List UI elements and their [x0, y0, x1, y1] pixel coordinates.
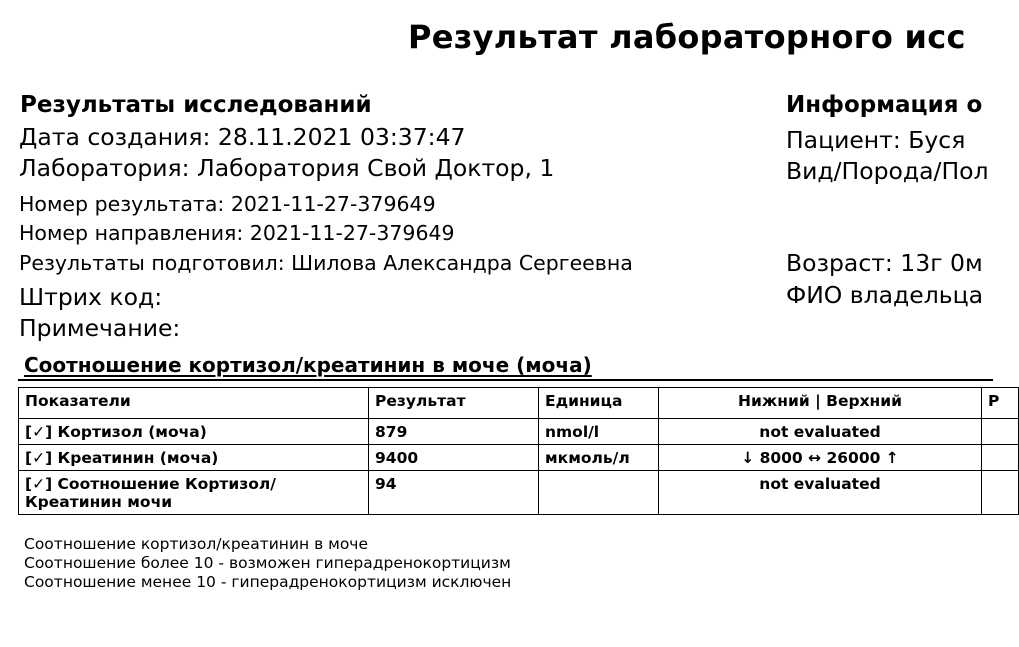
result-value: 94 — [369, 471, 539, 515]
column-header-range: Нижний | Верхний — [659, 388, 982, 419]
reference-range: not evaluated — [659, 419, 982, 445]
referral-number: Номер направления: 2021-11-27-379649 — [19, 221, 455, 245]
note-line: Соотношение кортизол/креатинин в моче — [24, 535, 369, 553]
result-number: Номер результата: 2021-11-27-379649 — [19, 192, 436, 216]
unit-value: мкмоль/л — [539, 445, 659, 471]
column-header-extra: Р — [982, 388, 1019, 419]
table-header-row — [19, 388, 1019, 419]
test-notes — [24, 535, 511, 592]
result-value: 879 — [369, 419, 539, 445]
unit-value: nmol/l — [539, 419, 659, 445]
reference-range: not evaluated — [659, 471, 982, 515]
results-table — [18, 387, 1019, 515]
parameter-name: [✓] Соотношение Кортизол/Креатинин мочи — [19, 471, 369, 515]
species-breed-sex: Вид/Порода/Пол — [786, 157, 989, 185]
table-row — [19, 419, 1019, 445]
extra-cell — [982, 419, 1019, 445]
parameter-name: [✓] Кортизол (моча) — [19, 419, 369, 445]
note-label: Примечание: — [19, 314, 181, 342]
prepared-by: Результаты подготовил: Шилова Александра Сергеевна — [19, 251, 633, 275]
parameter-name: [✓] Креатинин (моча) — [19, 445, 369, 471]
test-title-rule — [18, 379, 993, 381]
unit-value — [539, 471, 659, 515]
note-line: Соотношение более 10 - возможен гиперадренокортицизм — [24, 554, 511, 572]
document-title: Результат лабораторного исс — [408, 18, 966, 56]
reference-range: ↓ 8000 ↔ 26000 ↑ — [659, 445, 982, 471]
test-title: Соотношение кортизол/креатинин в моче (моча) — [24, 353, 592, 377]
extra-cell — [982, 445, 1019, 471]
patient-name: Пациент: Буся — [786, 126, 966, 154]
column-header-parameter: Показатели — [19, 388, 369, 419]
barcode-label: Штрих код: — [19, 283, 163, 311]
column-header-unit: Единица — [539, 388, 659, 419]
table-row — [19, 445, 1019, 471]
result-value: 9400 — [369, 445, 539, 471]
creation-date: Дата создания: 28.11.2021 03:37:47 — [19, 123, 466, 151]
results-heading: Результаты исследований — [20, 92, 372, 118]
info-heading: Информация о — [786, 92, 983, 118]
table-row — [19, 471, 1019, 515]
note-line: Соотношение менее 10 - гиперадренокортицизм исключен — [24, 573, 512, 591]
patient-age: Возраст: 13г 0м — [786, 249, 983, 277]
column-header-result: Результат — [369, 388, 539, 419]
owner-name: ФИО владельца — [786, 281, 984, 309]
laboratory-name: Лаборатория: Лаборатория Свой Доктор, 1 — [19, 154, 555, 182]
extra-cell — [982, 471, 1019, 515]
